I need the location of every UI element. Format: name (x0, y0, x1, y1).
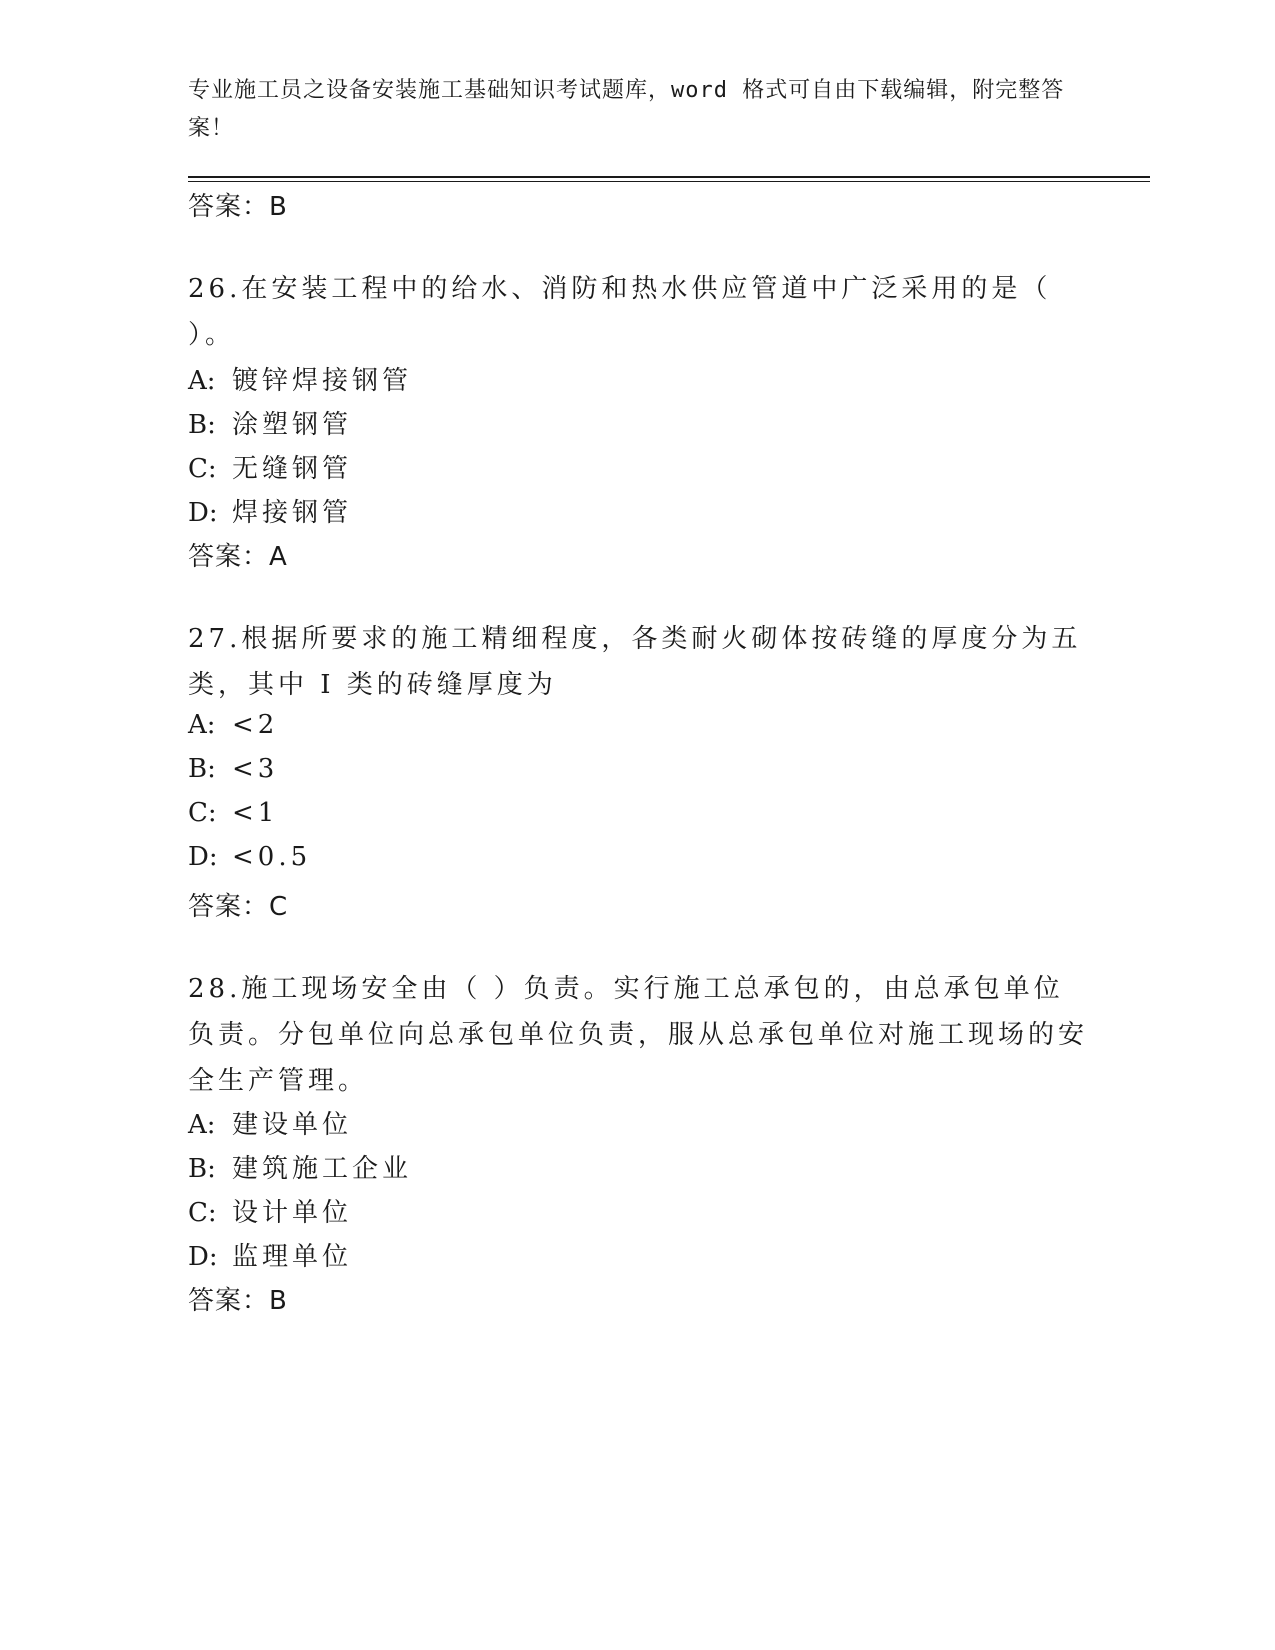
question-27-option-a: A: <2 (188, 710, 279, 740)
question-26-option-d: D: 焊接钢管 (188, 498, 353, 528)
header-rule-thin (188, 181, 1150, 182)
question-26-option-a: A: 镀锌焊接钢管 (188, 366, 413, 396)
question-28-stem: 28.施工现场安全由（ ）负责。实行施工总承包的，由总承包单位负责。分包单位向总承包单位负责，服从总承包单位对施工现场的安全生产管理。 (188, 974, 1089, 1096)
question-28-answer: 答案：B (188, 1286, 288, 1316)
question-26-option-b: B: 涂塑钢管 (188, 410, 353, 440)
question-27-option-b: B: <3 (188, 754, 279, 784)
document-header: 专业施工员之设备安装施工基础知识考试题库，word 格式可自由下载编辑，附完整答案！ (188, 78, 1065, 141)
previous-answer: 答案：B (188, 192, 288, 222)
question-28-option-b: B: 建筑施工企业 (188, 1154, 413, 1184)
header-rule (188, 176, 1150, 178)
question-26-option-c: C: 无缝钢管 (188, 454, 353, 484)
question-26-stem: 26.在安装工程中的给水、消防和热水供应管道中广泛采用的是（ ）。 (188, 274, 1052, 350)
question-28-option-c: C: 设计单位 (188, 1198, 353, 1228)
question-27-answer: 答案：C (188, 892, 289, 922)
question-28-option-a: A: 建设单位 (188, 1110, 353, 1140)
question-27-stem: 27.根据所要求的施工精细程度，各类耐火砌体按砖缝的厚度分为五类，其中 I 类的砖缝厚度为 (188, 624, 1082, 700)
question-27-option-d: D: <0.5 (188, 842, 312, 872)
question-27-option-c: C: <1 (188, 798, 279, 828)
question-28-option-d: D: 监理单位 (188, 1242, 353, 1272)
question-26-answer: 答案：A (188, 542, 288, 572)
